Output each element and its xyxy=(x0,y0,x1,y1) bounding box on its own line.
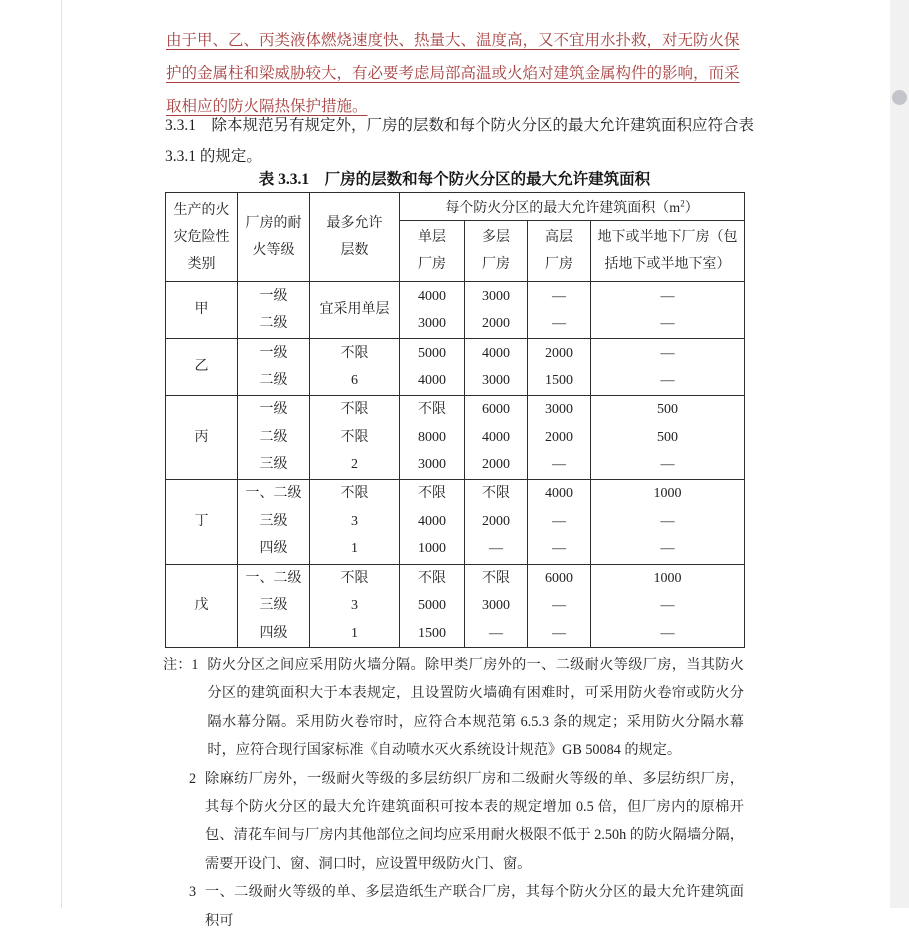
note-number: 3 xyxy=(189,884,197,901)
cell-line: 2000 xyxy=(545,429,573,445)
subheader-multi-storey xyxy=(465,221,528,282)
cell-multi-storey-area xyxy=(465,396,528,480)
cell-line: 5000 xyxy=(418,345,446,361)
header-line: 厂房的耐 xyxy=(245,216,302,231)
subheader-line: 多层 xyxy=(482,230,510,245)
red-commentary-line: 护的金属柱和梁威胁较大，有必要考虑局部高温或火焰对建筑金属构件的影响，而采 xyxy=(166,65,740,82)
cell-line: 2000 xyxy=(545,345,573,361)
header-line: 最多允许 xyxy=(326,216,383,231)
header-cell-fire-grade xyxy=(238,193,310,282)
cell-single-storey-area xyxy=(400,339,465,396)
cell-line: 不限 xyxy=(340,345,369,361)
cell-line: 不限 xyxy=(482,570,510,586)
cell-line: — xyxy=(552,513,566,529)
cell-line: 2 xyxy=(351,457,358,472)
cell-underground-area xyxy=(591,339,745,396)
clause-line: 3.3.1 的规定。 xyxy=(165,148,262,165)
cell-line: 1500 xyxy=(545,373,573,388)
cell-line: 1000 xyxy=(653,570,682,586)
cell-fire-grade xyxy=(238,282,310,339)
cell-multi-storey-area xyxy=(465,479,528,564)
table-header-row-1 xyxy=(166,193,745,221)
cell-line: 3000 xyxy=(482,598,510,613)
notes-prefix-label: 注： xyxy=(163,657,192,673)
note-text: 一、二级耐火等级的单、多层造纸生产联合厂房，其每个防火分区的最大允许建筑面积可 xyxy=(205,884,744,929)
cell-line: 一级 xyxy=(259,402,288,417)
header-line: 灾危险性 xyxy=(173,229,230,245)
cell-max-floors xyxy=(310,396,400,480)
cell-max-floors xyxy=(310,479,400,564)
cell-line: — xyxy=(552,288,566,304)
cell-category xyxy=(166,564,238,648)
cell-line: 丁 xyxy=(194,513,209,529)
cell-line: — xyxy=(660,541,675,557)
cell-line: — xyxy=(552,598,566,613)
cell-max-floors xyxy=(310,282,400,339)
cell-line: — xyxy=(489,625,503,641)
cell-multi-storey-area xyxy=(465,282,528,339)
cell-underground-area xyxy=(591,479,745,564)
cell-line: 三级 xyxy=(259,598,288,613)
table-row xyxy=(166,339,745,396)
cell-line: — xyxy=(552,625,566,641)
span-title-close: ） xyxy=(684,200,699,216)
cell-fire-grade xyxy=(238,479,310,564)
subheader-line: 括地下或半地下室） xyxy=(604,257,731,272)
cell-high-rise-area xyxy=(528,396,591,480)
page-edge-rule xyxy=(61,0,62,908)
note-number: 2 xyxy=(189,770,197,787)
subheader-line: 厂房 xyxy=(418,257,446,272)
cell-line: 二级 xyxy=(259,373,288,388)
cell-line: — xyxy=(660,457,675,472)
cell-line: — xyxy=(552,457,566,472)
clause-3-3-1-paragraph xyxy=(165,110,759,172)
red-commentary-paragraph xyxy=(166,24,746,123)
cell-single-storey-area xyxy=(400,396,465,480)
cell-multi-storey-area xyxy=(465,564,528,648)
cell-line: 6 xyxy=(351,373,358,388)
cell-line: 3000 xyxy=(418,457,446,472)
subheader-line: 高层 xyxy=(545,230,573,245)
cell-line: 不限 xyxy=(340,486,369,502)
cell-line: 500 xyxy=(657,402,678,417)
cell-multi-storey-area xyxy=(465,339,528,396)
cell-line: 2000 xyxy=(482,513,510,529)
cell-line: 1 xyxy=(351,625,358,641)
cell-single-storey-area xyxy=(400,479,465,564)
red-commentary-line: 取相应的防火隔热保护措施。 xyxy=(166,98,368,115)
cell-line: 四级 xyxy=(259,625,288,641)
subheader-line: 地下或半地下厂房（包 xyxy=(597,230,738,245)
cell-line: 8000 xyxy=(418,429,446,445)
cell-max-floors xyxy=(310,339,400,396)
cell-line: 丙 xyxy=(194,429,209,445)
table-row xyxy=(166,396,745,480)
cell-line: 4000 xyxy=(482,345,510,361)
note-number: 1 xyxy=(191,657,199,673)
cell-line: 一、二级 xyxy=(245,570,302,586)
header-line: 层数 xyxy=(340,243,369,258)
cell-line: — xyxy=(552,316,566,331)
cell-line: 3 xyxy=(351,598,358,613)
cell-line: 4000 xyxy=(418,373,446,388)
cell-line: 500 xyxy=(657,429,678,445)
cell-line: — xyxy=(660,373,675,388)
cell-line: — xyxy=(660,513,675,529)
cell-fire-grade xyxy=(238,396,310,480)
cell-single-storey-area xyxy=(400,564,465,648)
cell-line: 甲 xyxy=(194,302,209,318)
subheader-line: 厂房 xyxy=(482,257,510,272)
cell-line: 3000 xyxy=(545,402,573,417)
cell-line: 不限 xyxy=(418,570,446,586)
cell-line: 一级 xyxy=(259,345,288,361)
note-item-1 xyxy=(163,651,744,765)
cell-underground-area xyxy=(591,396,745,480)
subheader-single-storey xyxy=(400,221,465,282)
span-title-text: 每个防火分区的最大允许建筑面积（m xyxy=(445,200,681,216)
cell-line: 4000 xyxy=(418,513,446,529)
note-text: 防火分区之间应采用防火墙分隔。除甲类厂房外的一、二级耐火等级厂房，当其防火分区的建筑面积大于本表规定，且设置防火墙确有困难时，可采用防火卷帘或防火分隔水幕分隔。采用防火卷帘时，应符合本规范第 6.5.3 条的规定；采用防火分隔水幕时，应符合现行国家标准《自动喷水灭火系统设计规范》GB 50084 的规定。 xyxy=(207,657,744,759)
subheader-high-rise xyxy=(528,221,591,282)
cell-line: 2000 xyxy=(482,457,510,472)
table-row xyxy=(166,282,745,339)
cell-line: 4000 xyxy=(418,288,446,304)
cell-line: 3 xyxy=(351,513,358,529)
cell-line: 二级 xyxy=(259,316,288,331)
cell-line: 一、二级 xyxy=(245,486,302,502)
cell-category xyxy=(166,282,238,339)
header-line: 火等级 xyxy=(252,243,295,258)
cell-high-rise-area xyxy=(528,339,591,396)
cell-fire-grade xyxy=(238,564,310,648)
cell-line: 2000 xyxy=(482,316,510,331)
red-commentary-line: 由于甲、乙、丙类液体燃烧速度快、热量大、温度高，又不宜用水扑救，对无防火保 xyxy=(166,32,740,49)
cell-line: 二级 xyxy=(259,429,288,445)
factory-fire-compartment-table xyxy=(165,192,745,648)
cell-line: 1500 xyxy=(418,625,446,641)
cell-line: 宜采用单层 xyxy=(319,302,390,318)
scrollbar-track[interactable] xyxy=(890,0,909,908)
cell-underground-area xyxy=(591,564,745,648)
cell-high-rise-area xyxy=(528,282,591,339)
table-notes xyxy=(163,651,744,935)
cell-line: 四级 xyxy=(259,541,288,557)
cell-line: 1 xyxy=(351,541,358,557)
subheader-underground xyxy=(591,221,745,282)
cell-line: 5000 xyxy=(418,598,446,613)
cell-line: 4000 xyxy=(545,486,573,502)
cell-line: 不限 xyxy=(418,402,446,417)
cell-line: 6000 xyxy=(482,402,510,417)
cell-single-storey-area xyxy=(400,282,465,339)
table-body xyxy=(166,282,745,648)
cell-line: 三级 xyxy=(259,457,288,472)
note-item-3 xyxy=(163,878,744,935)
cell-max-floors xyxy=(310,564,400,648)
header-cell-category xyxy=(166,193,238,282)
header-cell-max-floors xyxy=(310,193,400,282)
cell-line: 1000 xyxy=(653,486,682,502)
cell-high-rise-area xyxy=(528,564,591,648)
square-meter-sup: 2 xyxy=(680,197,685,208)
cell-line: 不限 xyxy=(340,429,369,445)
subheader-line: 厂房 xyxy=(545,257,573,272)
cell-high-rise-area xyxy=(528,479,591,564)
cell-category xyxy=(166,339,238,396)
cell-line: 3000 xyxy=(482,288,510,304)
cell-line: 戊 xyxy=(194,598,209,613)
note-item-2 xyxy=(163,765,744,879)
table-row xyxy=(166,564,745,648)
cell-line: 不限 xyxy=(340,570,369,586)
cell-line: 不限 xyxy=(340,402,369,417)
cell-line: 4000 xyxy=(482,429,510,445)
header-line: 类别 xyxy=(187,256,216,272)
table-title: 表 3.3.1 厂房的层数和每个防火分区的最大允许建筑面积 xyxy=(258,171,651,188)
cell-line: 乙 xyxy=(194,359,209,375)
cell-line: — xyxy=(660,598,675,613)
cell-line: 三级 xyxy=(259,513,288,529)
table-row xyxy=(166,479,745,564)
cell-category xyxy=(166,479,238,564)
cell-line: — xyxy=(660,345,675,361)
cell-line: 一级 xyxy=(259,288,288,304)
cell-category xyxy=(166,396,238,480)
cell-fire-grade xyxy=(238,339,310,396)
cell-line: 1000 xyxy=(418,541,446,557)
cell-line: — xyxy=(489,541,503,557)
note-text: 除麻纺厂房外，一级耐火等级的多层纺织厂房和二级耐火等级的单、多层纺织厂房，其每个防火分区的最大允许建筑面积可按本表的规定增加 0.5 倍，但厂房内的原棉开包、清花车间与厂房内其他部位之间均应采用耐火极限不低于 2.50h 的防火隔墙分隔，需要开设门、窗、洞口时，应设置甲级防火门、窗。 xyxy=(205,770,744,872)
clause-line: 3.3.1 除本规范另有规定外，厂房的层数和每个防火分区的最大允许建筑面积应符合表 xyxy=(165,117,755,134)
cell-line: — xyxy=(660,316,675,331)
cell-line: 不限 xyxy=(418,486,446,502)
header-cell-max-area-span xyxy=(400,193,745,221)
cell-line: — xyxy=(660,288,675,304)
cell-line: 不限 xyxy=(482,486,510,502)
cell-line: — xyxy=(552,541,566,557)
cell-line: — xyxy=(660,625,675,641)
cell-line: 3000 xyxy=(418,316,446,331)
cell-underground-area xyxy=(591,282,745,339)
cell-line: 3000 xyxy=(482,373,510,388)
scrollbar-thumb[interactable] xyxy=(892,90,907,105)
header-line: 生产的火 xyxy=(173,202,230,218)
subheader-line: 单层 xyxy=(418,230,446,245)
cell-line: 6000 xyxy=(545,570,573,586)
